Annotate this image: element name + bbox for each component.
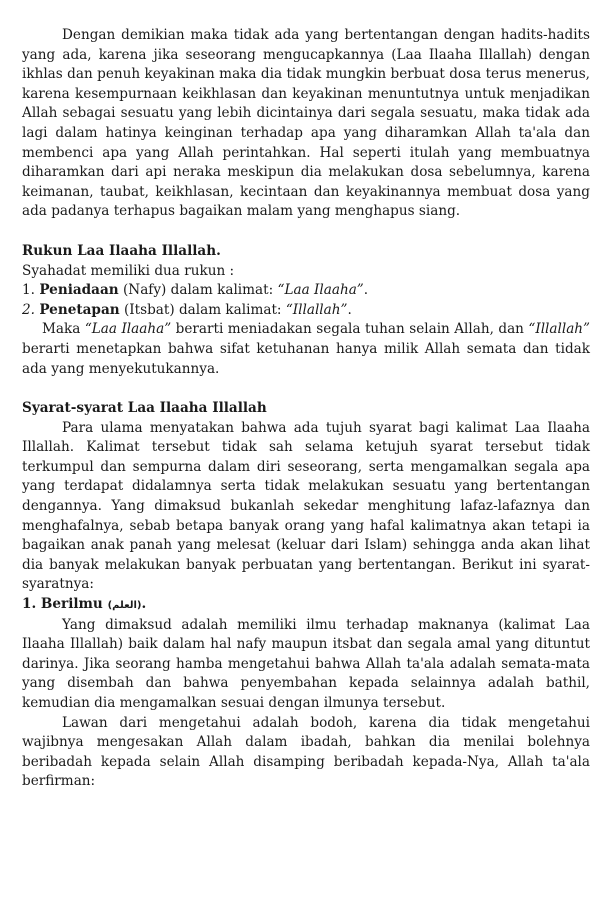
- rukun-item-1-quote: “Laa Ilaaha”: [277, 282, 364, 299]
- syarat-paragraph-3: Lawan dari mengetahui adalah bodoh, karena dia tidak mengetahui wajibnya mengesakan Allah dalam ibadah, bahkan dia menilai bolehnya beribadah kepada selain Allah disamping beribadah kepada-Nya, Allah ta'ala berfirman:: [22, 714, 590, 790]
- syarat-item-1-label: 1. Berilmu: [22, 596, 103, 613]
- spacer: [22, 379, 590, 399]
- syarat-heading: Syarat-syarat Laa Ilaaha Illallah: [22, 400, 267, 417]
- syarat-paragraph-1: Para ulama menyatakan bahwa ada tujuh syarat bagi kalimat Laa Ilaaha Illallah. Kalimat tersebut tidak sah selama ketujuh syarat tersebut tidak terkumpul dan sempurna dalam diri seseorang, serta mengamalkan segala apa yang terdapat didalamnya serta tidak melakukan sesuatu yang bertentangan dengannya. Yang dimaksud bukanlah sekedar menghitung lafaz-lafaznya dan menghafalnya, sebab betapa banyak orang yang hafal kalimatnya akan tetapi ia bagaikan anak panah yang melesat (keluar dari Islam) sehingga anda akan lihat dia banyak melakukan banyak perbuatan yang bertentangan. Berikut ini syarat-syaratnya:: [22, 419, 590, 593]
- rukun-expl-quote-1: “Laa Ilaaha”: [84, 321, 172, 338]
- rukun-item-2-term: Penetapan: [39, 301, 120, 318]
- rukun-item-2: [22, 301, 590, 321]
- rukun-expl-a: Maka: [42, 321, 85, 338]
- rukun-item-2-num: 2.: [22, 301, 35, 318]
- rukun-explanation: [22, 320, 590, 379]
- syarat-item-1-arabic: (العلم): [107, 600, 142, 612]
- rukun-item-2-rest: (Itsbat) dalam kalimat:: [119, 301, 286, 318]
- rukun-item-2-end: .: [347, 301, 352, 318]
- rukun-item-2-quote: “Illallah”: [285, 301, 348, 318]
- rukun-expl-quote-2: “Illallah”: [528, 321, 590, 338]
- rukun-lead: Syahadat memiliki dua rukun :: [22, 262, 235, 279]
- spacer: [22, 222, 590, 242]
- rukun-item-1-num: 1.: [22, 282, 35, 299]
- rukun-item-1-rest: (Nafy) dalam kalimat:: [118, 282, 278, 299]
- rukun-expl-c: berarti menetapkan bahwa sifat ketuhanan hanya milik Allah semata dan tidak ada yang menyekutukannya.: [22, 340, 590, 377]
- syarat-paragraph-2: Yang dimaksud adalah memiliki ilmu terhadap maknanya (kalimat Laa Ilaaha Illallah) baik dalam hal nafy maupun itsbat dan segala amal yang dituntut darinya. Jika seorang hamba mengetahui bahwa Allah ta'ala adalah semata-mata yang disembah dan bahwa penyembahan kepada selainnya adalah bathil, kemudian dia mengamalkan sesuai dengan ilmunya tersebut.: [22, 616, 590, 711]
- rukun-heading: Rukun Laa Ilaaha Illallah.: [22, 242, 221, 259]
- intro-paragraph: Dengan demikian maka tidak ada yang bertentangan dengan hadits-hadits yang ada, karena jika seseorang mengucapkannya (Laa Ilaaha Illallah) dengan ikhlas dan penuh keyakinan maka dia tidak mungkin berbuat dosa terus menerus, karena kesempurnaan keikhlasan dan keyakinan menuntutnya untuk menjadikan Allah sebagai sesuatu yang lebih dicintainya dari segala sesuatu, maka tidak ada lagi dalam hatinya keinginan terhadap apa yang diharamkan Allah ta'ala dan membenci apa yang Allah perintahkan. Hal seperti itulah yang membuatnya diharamkan dari api neraka meskipun dia melakukan dosa sebelumnya, karena keimanan, taubat, keikhlasan, kecintaan dan keyakinannya membuat dosa yang ada padanya terhapus bagaikan malam yang menghapus siang.: [22, 27, 590, 220]
- rukun-item-1: [22, 281, 590, 301]
- syarat-item-1-title: [22, 595, 590, 616]
- rukun-item-1-term: Peniadaan: [39, 282, 119, 299]
- rukun-item-1-end: .: [363, 282, 369, 299]
- rukun-expl-b: berarti meniadakan segala tuhan selain Allah, dan: [171, 321, 529, 338]
- syarat-item-1-end: .: [141, 596, 147, 613]
